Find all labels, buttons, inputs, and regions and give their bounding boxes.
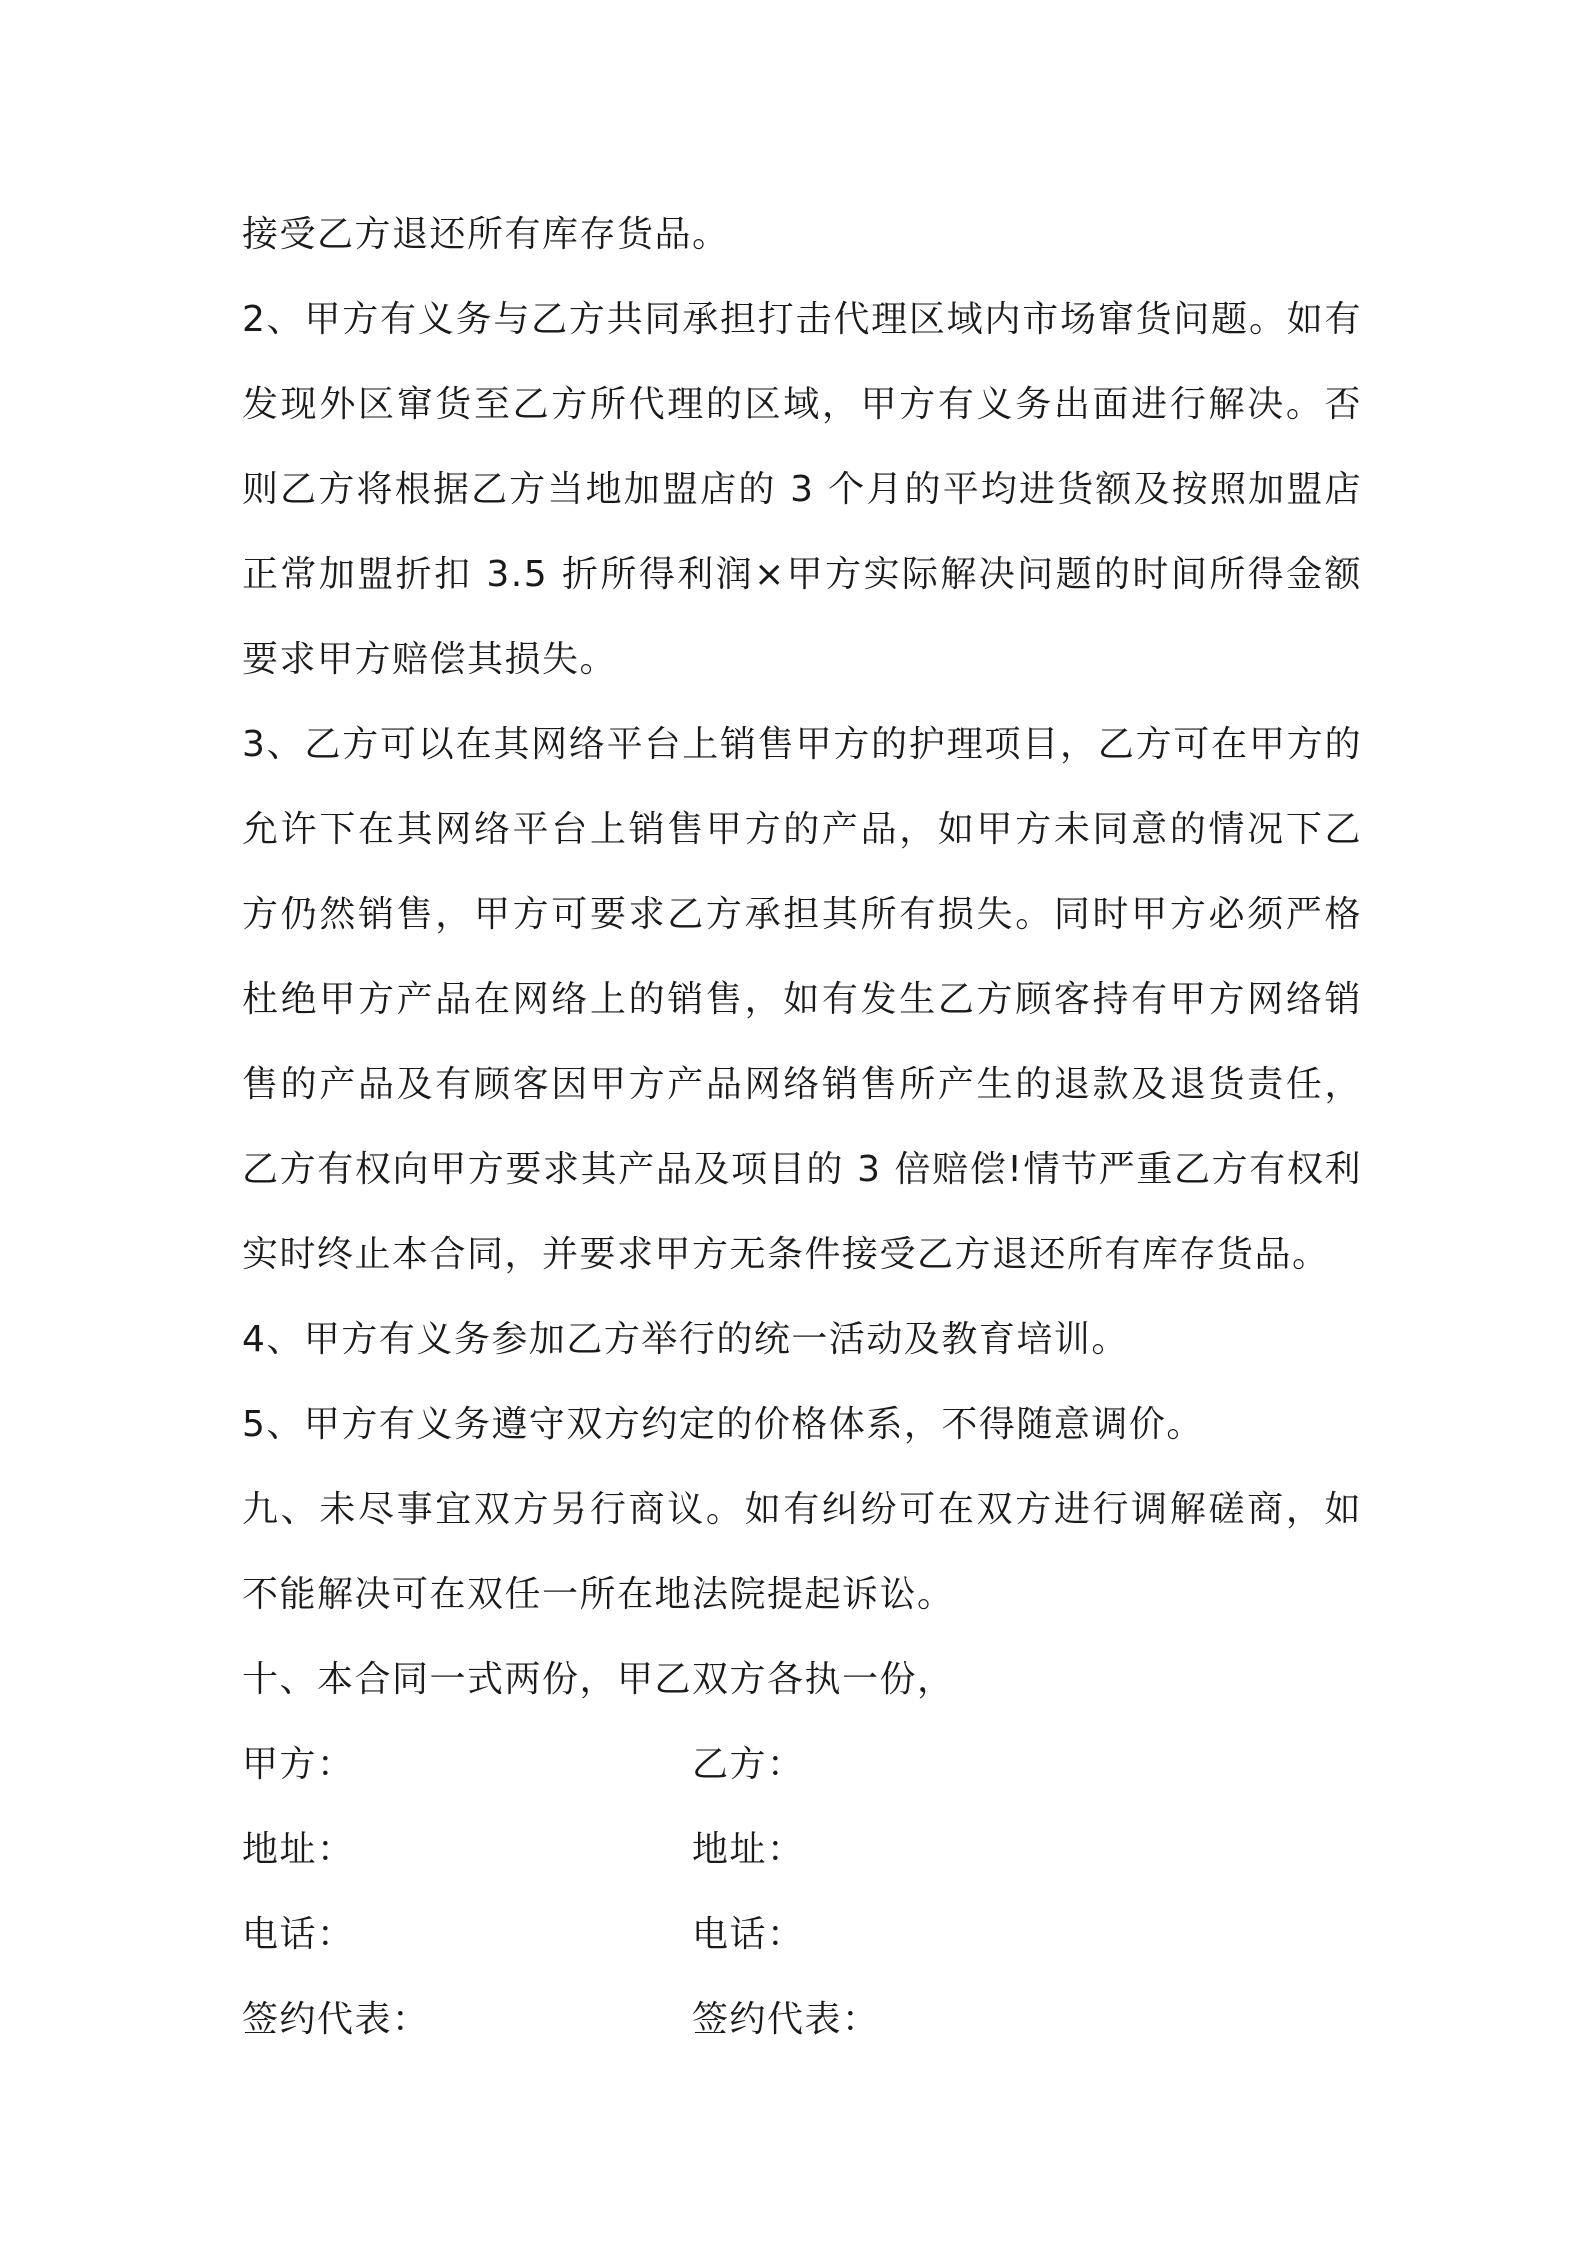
party-b-representative-label: 签约代表：	[692, 1999, 880, 2040]
paragraph-continuation: 接受乙方退还所有库存货品。	[242, 214, 730, 255]
signature-row-representative	[242, 1977, 1362, 2062]
paragraph-clause-2: 2、甲方有义务与乙方共同承担打击代理区域内市场窜货问题。如有发现外区窜货至乙方所代理的区域，甲方有义务出面进行解决。否则乙方将根据乙方当地加盟店的 3 个月的平均进货额及按照加盟店正常加盟折扣 3.5 折所得利润×甲方实际解决问题的时间所得金额要求甲方赔偿其损失。	[242, 299, 1362, 680]
signature-row-phone	[242, 1892, 1362, 1977]
party-a-label: 甲方：	[242, 1744, 355, 1785]
paragraph-clause-5: 5、甲方有义务遵守双方约定的价格体系，不得随意调价。	[242, 1404, 1204, 1445]
party-b-address-label: 地址：	[692, 1829, 805, 1870]
party-b-label: 乙方：	[692, 1744, 805, 1785]
document-body	[242, 192, 1362, 2062]
paragraph-article-9: 九、未尽事宜双方另行商议。如有纠纷可在双方进行调解磋商，如不能解决可在双任一所在地法院提起诉讼。	[242, 1489, 1362, 1615]
signature-row-party	[242, 1722, 1362, 1807]
paragraph-clause-3: 3、乙方可以在其网络平台上销售甲方的护理项目，乙方可在甲方的允许下在其网络平台上销售甲方的产品，如甲方未同意的情况下乙方仍然销售，甲方可要求乙方承担其所有损失。同时甲方必须严格杜绝甲方产品在网络上的销售，如有发生乙方顾客持有甲方网络销售的产品及有顾客因甲方产品网络销售所产生的退款及退货责任，乙方有权向甲方要求其产品及项目的 3 倍赔偿!情节严重乙方有权利实时终止本合同，并要求甲方无条件接受乙方退还所有库存货品。	[242, 724, 1362, 1275]
party-a-representative-label: 签约代表：	[242, 1999, 430, 2040]
party-b-phone-label: 电话：	[692, 1914, 805, 1955]
signature-row-address	[242, 1807, 1362, 1892]
party-a-phone-label: 电话：	[242, 1914, 355, 1955]
paragraph-article-10: 十、本合同一式两份，甲乙双方各执一份，	[242, 1659, 955, 1700]
party-a-address-label: 地址：	[242, 1829, 355, 1870]
paragraph-clause-4: 4、甲方有义务参加乙方举行的统一活动及教育培训。	[242, 1319, 1129, 1360]
signature-block	[242, 1722, 1362, 2062]
